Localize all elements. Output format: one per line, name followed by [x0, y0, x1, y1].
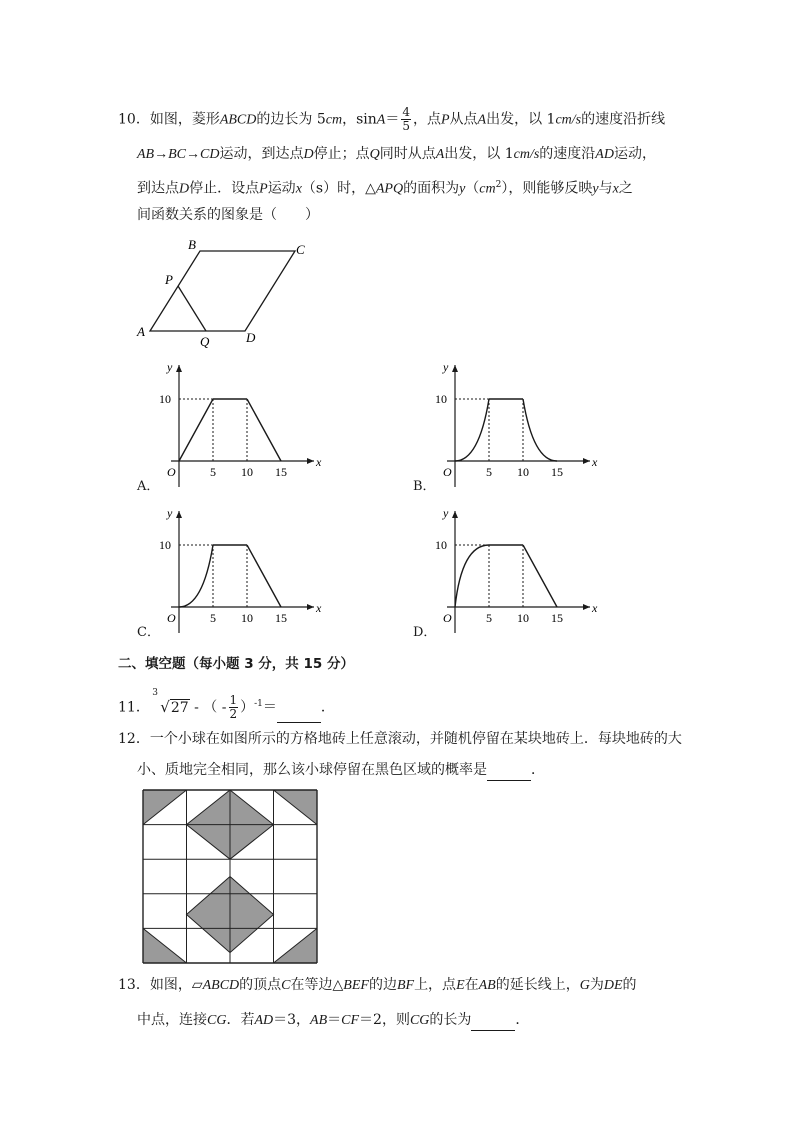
origin-label: O [443, 465, 452, 479]
curve-fall [523, 545, 557, 607]
x-axis-label: x [592, 601, 598, 615]
q10-line-2: AB→BC→CD运动，到达点D停止；点Q同时从点A出发，以 1cm/s的速度沿AD运动， [137, 146, 656, 162]
tick-label-15: 15 [275, 611, 287, 625]
y-axis-label: y [167, 506, 173, 520]
fraction-1-2: $\frac{1}{2}$ [229, 693, 238, 722]
y-axis-arrow [176, 511, 182, 518]
x-axis-arrow [307, 604, 314, 610]
x-axis-arrow [583, 458, 590, 464]
curve-rise [179, 545, 213, 607]
q10-line-3: 到达点D停止．设点P运动x（s）时，△APQ的面积为$y(cm^2)$，则能够反映y与x之 [137, 180, 633, 197]
graph-b [410, 357, 610, 492]
q13-line-1: 13．如图，▱ABCD的顶点C在等边△BEF的边BF上，点E在AB的延长线上，G为DE的 [118, 977, 637, 993]
answer-blank-13[interactable] [471, 1010, 515, 1031]
graph-c [134, 503, 334, 638]
q10-line-1: 10．如图，菱形ABCD的边长为 5cm，sinA＝ $\frac{4}{5}$ ，点P从点A出发，以 1cm/s的速度沿折线 [118, 105, 666, 133]
tick-label-15: 15 [275, 465, 287, 479]
q13-line-2: 中点，连接CG．若AD＝3，AB＝CF＝2，则CG的长为 ． [137, 1010, 529, 1031]
label-c: C [296, 242, 305, 257]
cube-root: 3 √27 [152, 687, 189, 716]
y-axis-label: y [167, 360, 173, 374]
graph-d [410, 503, 610, 638]
x-axis-arrow [307, 458, 314, 464]
label-b: B [188, 237, 196, 252]
q12-line-1: 12．一个小球在如图所示的方格地砖上任意滚动，并随机停留在某块地砖上．每块地砖的大 [118, 731, 682, 747]
x-axis-label: x [316, 601, 322, 615]
q12-line-2: 小、质地完全相同，那么该小球停留在黑色区域的概率是 ． [137, 760, 545, 781]
curve-fall [247, 399, 281, 461]
curve-rise [179, 399, 213, 461]
grid-lines [143, 790, 317, 963]
origin-label: O [443, 611, 452, 625]
tick-label-10-y: 10 [159, 392, 171, 406]
tick-label-5: 5 [210, 465, 216, 479]
answer-blank-11[interactable] [277, 694, 321, 723]
tick-label-10-y: 10 [435, 392, 447, 406]
curve-fall [523, 399, 557, 461]
y-axis-label: y [443, 506, 449, 520]
tick-label-10: 10 [241, 611, 253, 625]
label-q: Q [200, 334, 210, 349]
x-axis-arrow [583, 604, 590, 610]
rhombus-figure [130, 236, 320, 351]
x-axis-label: x [316, 455, 322, 469]
q10-line-4: 间函数关系的图象是（ ） [137, 207, 319, 223]
option-c-label[interactable]: C． [137, 625, 160, 640]
tile-grid [142, 789, 318, 964]
rhombus-abcd [150, 251, 295, 331]
label-d: D [246, 330, 256, 345]
y-axis-arrow [176, 365, 182, 372]
q11-line: 11． 3 √27 - （ - $\frac{1}{2}$ ）$^{-1}$＝ ． [118, 687, 335, 722]
answer-blank-12[interactable] [487, 760, 531, 781]
tick-label-5: 5 [486, 611, 492, 625]
option-a-label[interactable]: A． [137, 479, 160, 494]
tick-label-10-y: 10 [159, 538, 171, 552]
segment-pq [178, 286, 206, 331]
y-axis-arrow [452, 511, 458, 518]
label-p: P [165, 272, 173, 287]
tick-label-10: 10 [517, 611, 529, 625]
label-a: A [137, 324, 145, 339]
curve-fall [247, 545, 281, 607]
y-axis-label: y [443, 360, 449, 374]
tick-label-5: 5 [486, 465, 492, 479]
tick-label-10: 10 [517, 465, 529, 479]
tick-label-15: 15 [551, 465, 563, 479]
option-d-label[interactable]: D． [413, 625, 437, 640]
option-b-label[interactable]: B． [413, 479, 436, 494]
tick-label-5: 5 [210, 611, 216, 625]
y-axis-arrow [452, 365, 458, 372]
curve-rise [455, 399, 489, 461]
tick-label-10-y: 10 [435, 538, 447, 552]
tick-label-15: 15 [551, 611, 563, 625]
origin-label: O [167, 465, 176, 479]
section-2-title: 二、填空题（每小题 3 分，共 15 分） [118, 656, 354, 672]
curve-rise [455, 545, 489, 607]
origin-label: O [167, 611, 176, 625]
x-axis-label: x [592, 455, 598, 469]
graph-a [134, 357, 334, 492]
fraction-4-5: $\frac{4}{5}$ [402, 105, 410, 133]
tick-label-10: 10 [241, 465, 253, 479]
